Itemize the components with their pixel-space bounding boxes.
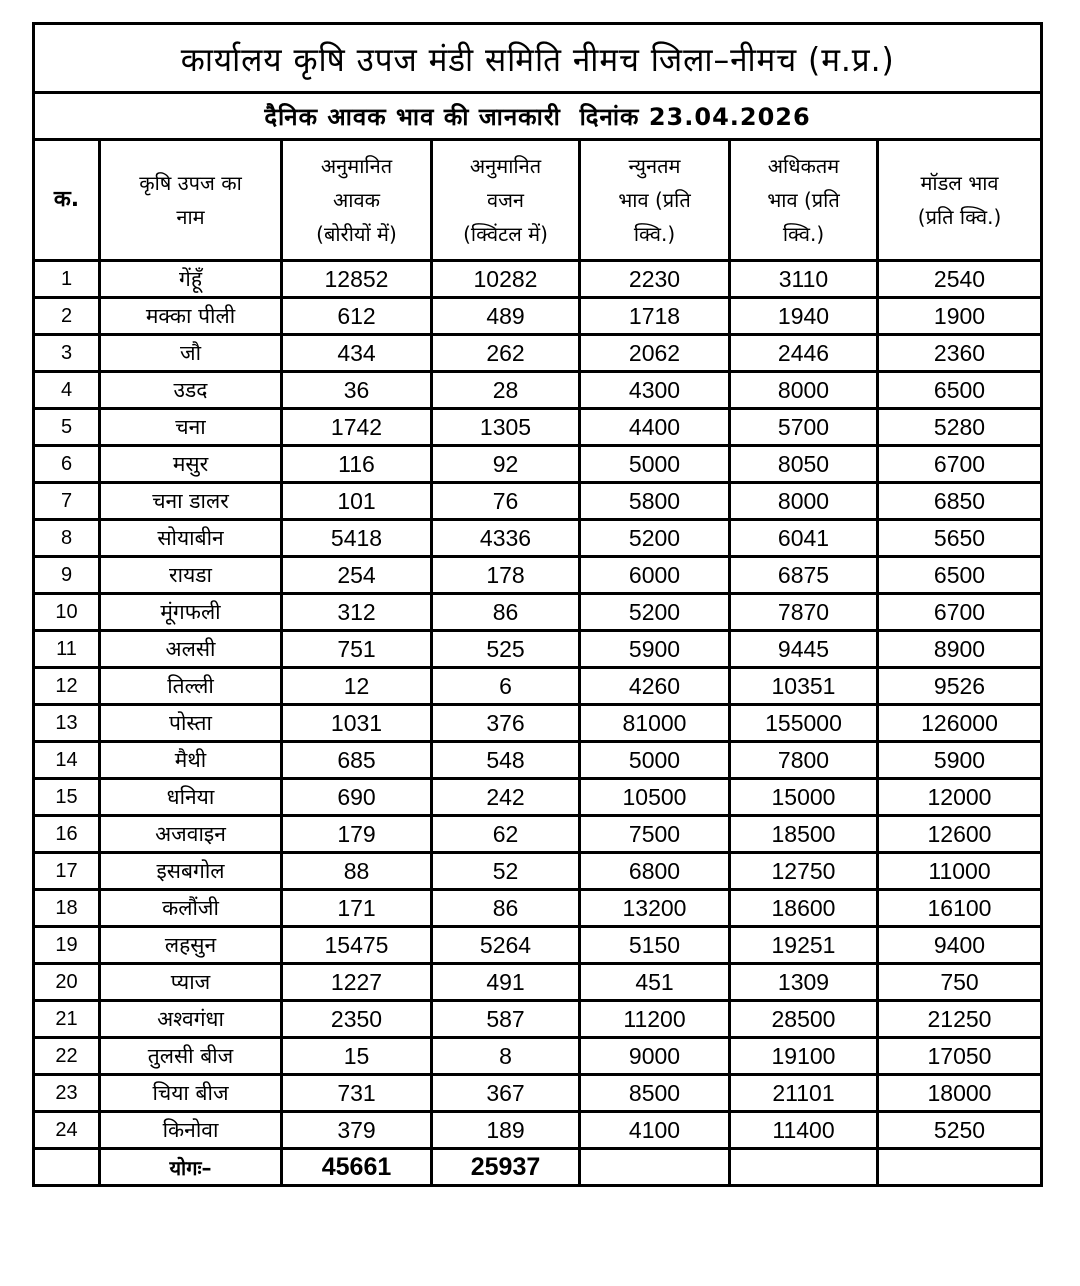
weight-quintal-cell: 6 [432, 668, 580, 705]
total-min-price-cell [580, 1149, 730, 1186]
max-price-cell: 6875 [730, 557, 878, 594]
min-price-cell: 5000 [580, 742, 730, 779]
modal-price-cell: 12000 [878, 779, 1042, 816]
crop-name-cell: अश्वगंधा [100, 1001, 282, 1038]
weight-quintal-cell: 548 [432, 742, 580, 779]
table-row [34, 890, 1042, 927]
serial-cell: 9 [34, 557, 100, 594]
max-price-cell: 18600 [730, 890, 878, 927]
weight-quintal-cell: 92 [432, 446, 580, 483]
serial-cell: 17 [34, 853, 100, 890]
crop-name-cell: अजवाइन [100, 816, 282, 853]
max-price-cell: 1309 [730, 964, 878, 1001]
max-price-cell: 155000 [730, 705, 878, 742]
serial-cell: 10 [34, 594, 100, 631]
max-price-cell: 15000 [730, 779, 878, 816]
min-price-cell: 6800 [580, 853, 730, 890]
weight-quintal-cell: 587 [432, 1001, 580, 1038]
column-header-crop-name: कृषि उपज का नाम [100, 140, 282, 261]
crop-name-cell: कलौंजी [100, 890, 282, 927]
max-price-cell: 8000 [730, 372, 878, 409]
report-subtitle: दैनिक आवक भाव की जानकारी दिनांक 23.04.2026 [34, 93, 1042, 140]
table-row [34, 446, 1042, 483]
arrival-bags-cell: 101 [282, 483, 432, 520]
table-row [34, 1001, 1042, 1038]
min-price-cell: 4400 [580, 409, 730, 446]
modal-price-cell: 5250 [878, 1112, 1042, 1149]
weight-quintal-cell: 189 [432, 1112, 580, 1149]
table-row [34, 1112, 1042, 1149]
crop-name-cell: किनोवा [100, 1112, 282, 1149]
crop-name-cell: चना डालर [100, 483, 282, 520]
weight-quintal-cell: 52 [432, 853, 580, 890]
serial-cell: 7 [34, 483, 100, 520]
arrival-bags-cell: 36 [282, 372, 432, 409]
arrival-bags-cell: 1031 [282, 705, 432, 742]
max-price-cell: 19251 [730, 927, 878, 964]
table-row [34, 816, 1042, 853]
min-price-cell: 7500 [580, 816, 730, 853]
table-row [34, 372, 1042, 409]
modal-price-cell: 6500 [878, 557, 1042, 594]
modal-price-cell: 1900 [878, 298, 1042, 335]
table-row [34, 298, 1042, 335]
arrival-bags-cell: 612 [282, 298, 432, 335]
office-title-text: कार्यालय कृषि उपज मंडी समिति नीमच जिला–नीमच (म.प्र.) [180, 39, 895, 79]
table-row [34, 631, 1042, 668]
crop-name-cell: गेंहूँ [100, 261, 282, 298]
table-row [34, 1038, 1042, 1075]
serial-cell: 3 [34, 335, 100, 372]
weight-quintal-cell: 4336 [432, 520, 580, 557]
crop-name-cell: तिल्ली [100, 668, 282, 705]
arrival-bags-cell: 116 [282, 446, 432, 483]
modal-price-cell: 750 [878, 964, 1042, 1001]
arrival-bags-cell: 171 [282, 890, 432, 927]
arrival-bags-cell: 434 [282, 335, 432, 372]
table-row [34, 668, 1042, 705]
table-body [34, 261, 1042, 1149]
max-price-cell: 1940 [730, 298, 878, 335]
arrival-bags-cell: 12 [282, 668, 432, 705]
weight-quintal-cell: 28 [432, 372, 580, 409]
serial-cell: 22 [34, 1038, 100, 1075]
min-price-cell: 5900 [580, 631, 730, 668]
column-header-min-price: न्युनतम भाव (प्रति क्वि.) [580, 140, 730, 261]
table-row [34, 927, 1042, 964]
max-price-cell: 6041 [730, 520, 878, 557]
title-row [34, 24, 1042, 93]
min-price-cell: 10500 [580, 779, 730, 816]
max-price-cell: 2446 [730, 335, 878, 372]
weight-quintal-cell: 491 [432, 964, 580, 1001]
max-price-cell: 19100 [730, 1038, 878, 1075]
max-price-cell: 7870 [730, 594, 878, 631]
serial-cell: 1 [34, 261, 100, 298]
crop-name-cell: अलसी [100, 631, 282, 668]
min-price-cell: 5200 [580, 594, 730, 631]
total-modal-price-cell [878, 1149, 1042, 1186]
arrival-bags-cell: 1227 [282, 964, 432, 1001]
mandi-rate-sheet [32, 22, 1040, 1187]
crop-name-cell: जौ [100, 335, 282, 372]
min-price-cell: 2062 [580, 335, 730, 372]
arrival-bags-cell: 12852 [282, 261, 432, 298]
arrival-bags-cell: 179 [282, 816, 432, 853]
min-price-cell: 4100 [580, 1112, 730, 1149]
crop-name-cell: चिया बीज [100, 1075, 282, 1112]
weight-quintal-cell: 1305 [432, 409, 580, 446]
min-price-cell: 5000 [580, 446, 730, 483]
serial-cell: 19 [34, 927, 100, 964]
weight-quintal-cell: 178 [432, 557, 580, 594]
min-price-cell: 451 [580, 964, 730, 1001]
weight-quintal-cell: 525 [432, 631, 580, 668]
crop-name-cell: उडद [100, 372, 282, 409]
crop-name-cell: धनिया [100, 779, 282, 816]
serial-cell: 14 [34, 742, 100, 779]
weight-quintal-cell: 5264 [432, 927, 580, 964]
table-row [34, 520, 1042, 557]
table-row [34, 409, 1042, 446]
arrival-bags-cell: 685 [282, 742, 432, 779]
serial-cell: 16 [34, 816, 100, 853]
min-price-cell: 5200 [580, 520, 730, 557]
crop-name-cell: मसुर [100, 446, 282, 483]
modal-price-cell: 2540 [878, 261, 1042, 298]
modal-price-cell: 5650 [878, 520, 1042, 557]
weight-quintal-cell: 86 [432, 594, 580, 631]
serial-cell: 18 [34, 890, 100, 927]
min-price-cell: 4300 [580, 372, 730, 409]
column-header-max-price: अधिकतम भाव (प्रति क्वि.) [730, 140, 878, 261]
modal-price-cell: 5280 [878, 409, 1042, 446]
min-price-cell: 13200 [580, 890, 730, 927]
serial-cell: 20 [34, 964, 100, 1001]
max-price-cell: 5700 [730, 409, 878, 446]
weight-quintal-cell: 367 [432, 1075, 580, 1112]
weight-quintal-cell: 76 [432, 483, 580, 520]
total-weight: 25937 [432, 1149, 580, 1186]
arrival-bags-cell: 254 [282, 557, 432, 594]
table-row [34, 483, 1042, 520]
arrival-bags-cell: 751 [282, 631, 432, 668]
crop-name-cell: प्याज [100, 964, 282, 1001]
office-title [34, 24, 1042, 93]
serial-cell: 6 [34, 446, 100, 483]
weight-quintal-cell: 262 [432, 335, 580, 372]
table-row [34, 964, 1042, 1001]
table-row [34, 335, 1042, 372]
min-price-cell: 4260 [580, 668, 730, 705]
min-price-cell: 1718 [580, 298, 730, 335]
arrival-bags-cell: 15 [282, 1038, 432, 1075]
table-row [34, 557, 1042, 594]
arrival-bags-cell: 1742 [282, 409, 432, 446]
arrival-bags-cell: 379 [282, 1112, 432, 1149]
max-price-cell: 8000 [730, 483, 878, 520]
weight-quintal-cell: 376 [432, 705, 580, 742]
arrival-bags-cell: 731 [282, 1075, 432, 1112]
max-price-cell: 11400 [730, 1112, 878, 1149]
weight-quintal-cell: 489 [432, 298, 580, 335]
modal-price-cell: 9526 [878, 668, 1042, 705]
modal-price-cell: 5900 [878, 742, 1042, 779]
serial-cell: 23 [34, 1075, 100, 1112]
serial-cell: 8 [34, 520, 100, 557]
crop-name-cell: रायडा [100, 557, 282, 594]
serial-cell: 24 [34, 1112, 100, 1149]
max-price-cell: 8050 [730, 446, 878, 483]
min-price-cell: 5800 [580, 483, 730, 520]
column-header-serial: क. [34, 140, 100, 261]
serial-cell: 2 [34, 298, 100, 335]
crop-name-cell: इसबगोल [100, 853, 282, 890]
serial-cell: 12 [34, 668, 100, 705]
serial-cell: 11 [34, 631, 100, 668]
modal-price-cell: 9400 [878, 927, 1042, 964]
total-max-price-cell [730, 1149, 878, 1186]
total-label: योगः– [100, 1149, 282, 1186]
modal-price-cell: 16100 [878, 890, 1042, 927]
modal-price-cell: 6700 [878, 594, 1042, 631]
modal-price-cell: 2360 [878, 335, 1042, 372]
max-price-cell: 10351 [730, 668, 878, 705]
crop-name-cell: चना [100, 409, 282, 446]
min-price-cell: 8500 [580, 1075, 730, 1112]
weight-quintal-cell: 86 [432, 890, 580, 927]
crop-name-cell: सोयाबीन [100, 520, 282, 557]
daily-arrival-price-table [32, 22, 1043, 1187]
weight-quintal-cell: 10282 [432, 261, 580, 298]
modal-price-cell: 126000 [878, 705, 1042, 742]
min-price-cell: 81000 [580, 705, 730, 742]
modal-price-cell: 8900 [878, 631, 1042, 668]
weight-quintal-cell: 8 [432, 1038, 580, 1075]
weight-quintal-cell: 62 [432, 816, 580, 853]
min-price-cell: 6000 [580, 557, 730, 594]
arrival-bags-cell: 5418 [282, 520, 432, 557]
weight-quintal-cell: 242 [432, 779, 580, 816]
table-row [34, 705, 1042, 742]
column-header-modal-price: मॉडल भाव (प्रति क्वि.) [878, 140, 1042, 261]
serial-cell: 15 [34, 779, 100, 816]
total-arrival: 45661 [282, 1149, 432, 1186]
max-price-cell: 28500 [730, 1001, 878, 1038]
table-row [34, 594, 1042, 631]
modal-price-cell: 11000 [878, 853, 1042, 890]
total-row [34, 1149, 1042, 1186]
total-serial-cell [34, 1149, 100, 1186]
arrival-bags-cell: 15475 [282, 927, 432, 964]
min-price-cell: 9000 [580, 1038, 730, 1075]
modal-price-cell: 21250 [878, 1001, 1042, 1038]
crop-name-cell: मैथी [100, 742, 282, 779]
serial-cell: 5 [34, 409, 100, 446]
modal-price-cell: 6500 [878, 372, 1042, 409]
modal-price-cell: 12600 [878, 816, 1042, 853]
min-price-cell: 11200 [580, 1001, 730, 1038]
min-price-cell: 2230 [580, 261, 730, 298]
min-price-cell: 5150 [580, 927, 730, 964]
crop-name-cell: तुलसी बीज [100, 1038, 282, 1075]
max-price-cell: 9445 [730, 631, 878, 668]
arrival-bags-cell: 2350 [282, 1001, 432, 1038]
max-price-cell: 21101 [730, 1075, 878, 1112]
max-price-cell: 7800 [730, 742, 878, 779]
modal-price-cell: 18000 [878, 1075, 1042, 1112]
arrival-bags-cell: 88 [282, 853, 432, 890]
crop-name-cell: पोस्ता [100, 705, 282, 742]
arrival-bags-cell: 312 [282, 594, 432, 631]
max-price-cell: 18500 [730, 816, 878, 853]
serial-cell: 4 [34, 372, 100, 409]
modal-price-cell: 6850 [878, 483, 1042, 520]
modal-price-cell: 17050 [878, 1038, 1042, 1075]
serial-cell: 21 [34, 1001, 100, 1038]
table-row [34, 779, 1042, 816]
serial-cell: 13 [34, 705, 100, 742]
crop-name-cell: मक्का पीली [100, 298, 282, 335]
table-row [34, 261, 1042, 298]
max-price-cell: 3110 [730, 261, 878, 298]
table-row [34, 742, 1042, 779]
crop-name-cell: लहसुन [100, 927, 282, 964]
column-header-weight-quintal: अनुमानित वजन (क्विंटल में) [432, 140, 580, 261]
max-price-cell: 12750 [730, 853, 878, 890]
column-header-arrival-bags: अनुमानित आवक (बोरीयों में) [282, 140, 432, 261]
subtitle-row [34, 93, 1042, 140]
arrival-bags-cell: 690 [282, 779, 432, 816]
modal-price-cell: 6700 [878, 446, 1042, 483]
crop-name-cell: मूंगफली [100, 594, 282, 631]
table-row [34, 853, 1042, 890]
column-header-row [34, 140, 1042, 261]
table-row [34, 1075, 1042, 1112]
